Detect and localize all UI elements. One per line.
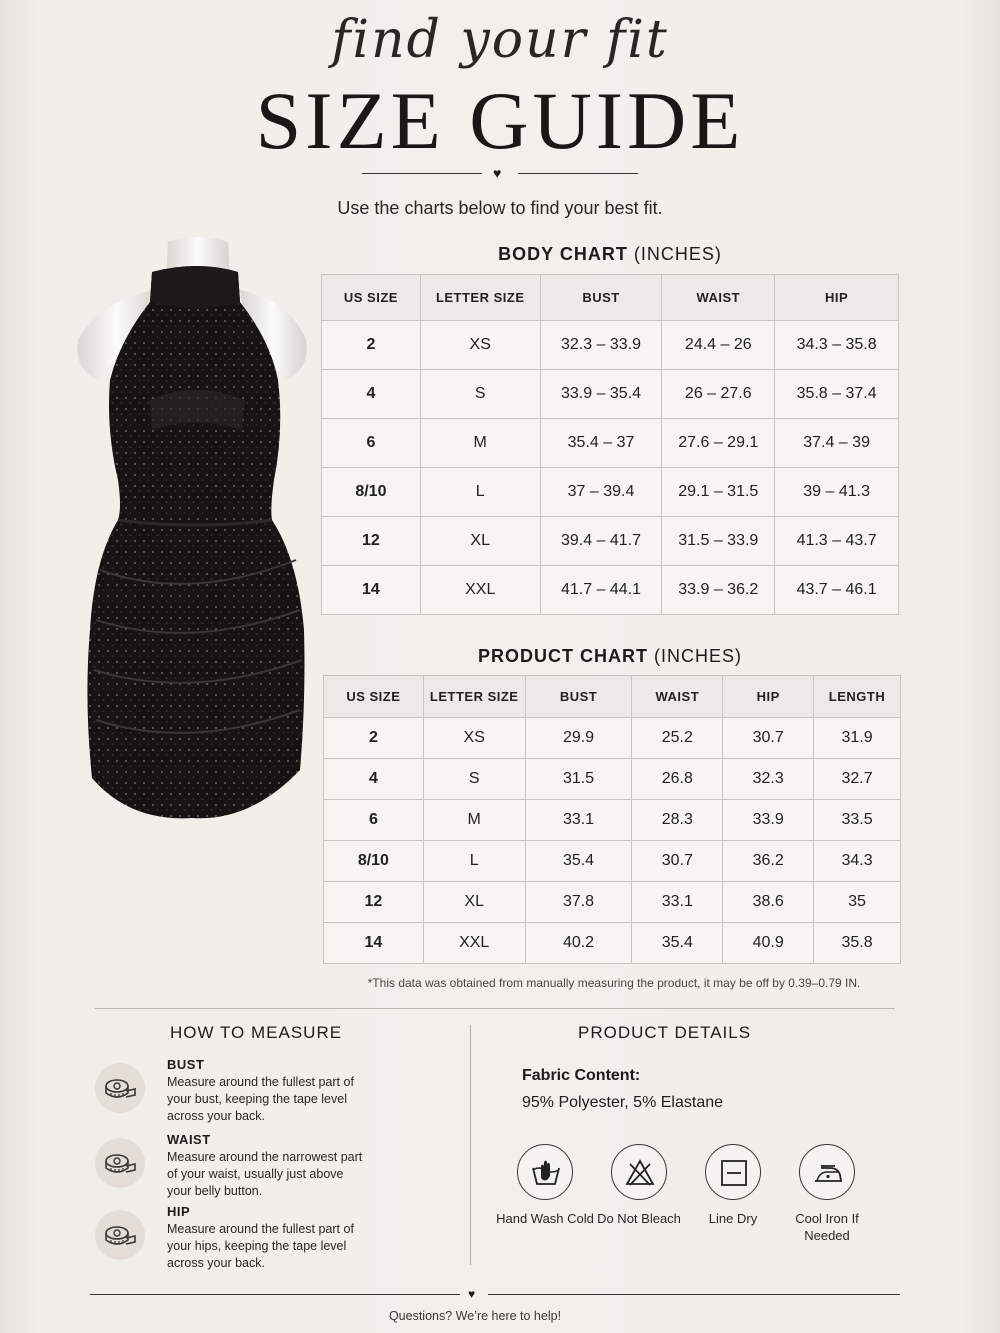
body-chart-cell: 41.7 – 44.1	[540, 566, 662, 615]
page-title: SIZE GUIDE	[255, 75, 745, 166]
body-chart-cell: 43.7 – 46.1	[775, 566, 899, 615]
product-chart-cell: 36.2	[723, 841, 814, 882]
body-chart-unit: (INCHES)	[633, 244, 722, 264]
body-chart-header-cell: LETTER SIZE	[420, 275, 540, 321]
product-chart-cell: 12	[324, 882, 424, 923]
product-chart-header-cell: LETTER SIZE	[423, 676, 525, 718]
product-chart-header-cell: BUST	[525, 676, 632, 718]
product-chart-cell: 33.1	[525, 800, 632, 841]
do-not-bleach-icon	[611, 1144, 667, 1200]
product-chart-cell: 6	[324, 800, 424, 841]
body-chart-cell: 2	[322, 321, 421, 370]
title-divider-right	[518, 173, 638, 174]
care-label: Cool Iron If Needed	[795, 1211, 859, 1243]
product-chart-cell: 35.8	[814, 923, 901, 964]
table-row	[322, 419, 899, 468]
body-chart-cell: 24.4 – 26	[662, 321, 775, 370]
product-chart-cell: XXL	[423, 923, 525, 964]
body-chart-cell: S	[420, 370, 540, 419]
body-chart-cell: 8/10	[322, 468, 421, 517]
body-chart-cell: 39.4 – 41.7	[540, 517, 662, 566]
product-chart-cell: M	[423, 800, 525, 841]
line-dry-icon	[705, 1144, 761, 1200]
footer-divider-right	[488, 1294, 900, 1295]
product-chart-cell: 30.7	[723, 718, 814, 759]
body-chart-cell: 31.5 – 33.9	[662, 517, 775, 566]
product-chart-header-cell: US SIZE	[324, 676, 424, 718]
body-chart-cell: 35.8 – 37.4	[775, 370, 899, 419]
body-chart-cell: XXL	[420, 566, 540, 615]
title-divider-left	[362, 173, 482, 174]
column-divider	[470, 1025, 471, 1265]
product-chart-title	[320, 646, 900, 667]
measuring-tape-icon	[95, 1138, 145, 1188]
body-chart-cell: 37 – 39.4	[540, 468, 662, 517]
how-to-measure-title: HOW TO MEASURE	[170, 1023, 343, 1042]
product-chart-cell: 31.9	[814, 718, 901, 759]
product-chart-unit: (INCHES)	[654, 646, 742, 666]
measurement-footnote: *This data was obtained from manually measuring the product, it may be off by 0.39–0.79 IN.	[367, 976, 861, 990]
body-chart-title	[320, 244, 900, 265]
body-chart-cell: 41.3 – 43.7	[775, 517, 899, 566]
body-chart-cell: 4	[322, 370, 421, 419]
measure-name: WAIST	[167, 1132, 211, 1147]
product-chart-cell: 29.9	[525, 718, 632, 759]
body-chart-table	[321, 274, 899, 615]
body-chart-cell: XL	[420, 517, 540, 566]
product-chart-cell: 33.5	[814, 800, 901, 841]
table-row	[324, 759, 901, 800]
body-chart-cell: 12	[322, 517, 421, 566]
product-chart-cell: 37.8	[525, 882, 632, 923]
fabric-content-value: 95% Polyester, 5% Elastane	[522, 1094, 724, 1111]
measuring-tape-icon	[95, 1063, 145, 1113]
table-header-row	[322, 275, 899, 321]
body-chart-cell: 6	[322, 419, 421, 468]
product-chart-cell: 33.1	[632, 882, 723, 923]
body-chart-cell: M	[420, 419, 540, 468]
product-chart-cell: 25.2	[632, 718, 723, 759]
help-note: Questions? We’re here to help!	[388, 1309, 562, 1323]
product-chart-cell: XS	[423, 718, 525, 759]
body-chart-cell: 33.9 – 36.2	[662, 566, 775, 615]
body-chart-header-cell: BUST	[540, 275, 662, 321]
product-chart-cell: 32.3	[723, 759, 814, 800]
table-row	[322, 321, 899, 370]
body-chart-cell: 34.3 – 35.8	[775, 321, 899, 370]
care-item	[495, 1144, 595, 1227]
product-chart-cell: 40.2	[525, 923, 632, 964]
product-chart-cell: 35.4	[525, 841, 632, 882]
body-chart-cell: 27.6 – 29.1	[662, 419, 775, 468]
table-row	[322, 370, 899, 419]
product-chart-header-cell: WAIST	[632, 676, 723, 718]
dress-image	[70, 230, 315, 830]
product-chart-cell: 26.8	[632, 759, 723, 800]
product-chart-cell: XL	[423, 882, 525, 923]
measure-name: BUST	[167, 1057, 205, 1072]
body-chart-cell: L	[420, 468, 540, 517]
measure-description: Measure around the narrowest part of your waist, usually just above your belly button.	[167, 1150, 363, 1198]
measure-description: Measure around the fullest part of your hips, keeping the tape level across your back.	[167, 1222, 354, 1270]
cool-iron-icon	[799, 1144, 855, 1200]
care-item	[589, 1144, 689, 1227]
hand-wash-icon	[517, 1144, 573, 1200]
product-chart-cell: 38.6	[723, 882, 814, 923]
body-chart-cell: 26 – 27.6	[662, 370, 775, 419]
fabric-content-label: Fabric Content:	[522, 1067, 641, 1084]
care-label: Line Dry	[708, 1211, 758, 1226]
body-chart-header-cell: HIP	[775, 275, 899, 321]
body-chart-cell: 37.4 – 39	[775, 419, 899, 468]
product-chart-cell: L	[423, 841, 525, 882]
body-chart-heading: BODY CHART	[498, 244, 628, 264]
table-row	[324, 718, 901, 759]
script-title: find your fit	[331, 10, 669, 70]
product-chart-cell: 14	[324, 923, 424, 964]
footer-divider-left	[90, 1294, 460, 1295]
body-chart-cell: 33.9 – 35.4	[540, 370, 662, 419]
measure-name: HIP	[167, 1204, 191, 1219]
table-row	[322, 566, 899, 615]
measure-description: Measure around the fullest part of your bust, keeping the tape level across your back.	[167, 1075, 354, 1123]
section-divider	[95, 1008, 895, 1009]
product-chart-cell: S	[423, 759, 525, 800]
product-chart-cell: 30.7	[632, 841, 723, 882]
product-details-title: PRODUCT DETAILS	[578, 1023, 752, 1042]
product-chart-heading: PRODUCT CHART	[477, 646, 648, 666]
product-chart-cell: 40.9	[723, 923, 814, 964]
footer-heart-icon: ♥	[468, 1287, 476, 1301]
product-chart-cell: 2	[324, 718, 424, 759]
measuring-tape-icon	[95, 1210, 145, 1260]
care-item	[683, 1144, 783, 1227]
table-row	[322, 517, 899, 566]
body-chart-header-cell: WAIST	[662, 275, 775, 321]
heart-icon: ♥	[493, 165, 502, 181]
table-row	[324, 882, 901, 923]
table-row	[324, 923, 901, 964]
body-chart-cell: 14	[322, 566, 421, 615]
product-chart-cell: 31.5	[525, 759, 632, 800]
body-chart-cell: 29.1 – 31.5	[662, 468, 775, 517]
body-chart-cell: 32.3 – 33.9	[540, 321, 662, 370]
product-chart-cell: 33.9	[723, 800, 814, 841]
product-chart-cell: 32.7	[814, 759, 901, 800]
product-chart-header-cell: HIP	[723, 676, 814, 718]
table-header-row	[324, 676, 901, 718]
care-label: Do Not Bleach	[597, 1211, 681, 1226]
table-row	[322, 468, 899, 517]
body-chart-cell: XS	[420, 321, 540, 370]
care-label: Hand Wash Cold	[496, 1211, 594, 1226]
product-chart-cell: 4	[324, 759, 424, 800]
product-chart-header-cell: LENGTH	[814, 676, 901, 718]
table-row	[324, 800, 901, 841]
product-chart-cell: 8/10	[324, 841, 424, 882]
body-chart-cell: 35.4 – 37	[540, 419, 662, 468]
product-chart-cell: 35	[814, 882, 901, 923]
product-chart-cell: 35.4	[632, 923, 723, 964]
care-item	[777, 1144, 877, 1244]
table-row	[324, 841, 901, 882]
body-chart-header-cell: US SIZE	[322, 275, 421, 321]
product-chart-table	[323, 675, 901, 964]
page-subtitle: Use the charts below to find your best fit.	[337, 198, 663, 218]
body-chart-cell: 39 – 41.3	[775, 468, 899, 517]
product-chart-cell: 28.3	[632, 800, 723, 841]
product-chart-cell: 34.3	[814, 841, 901, 882]
